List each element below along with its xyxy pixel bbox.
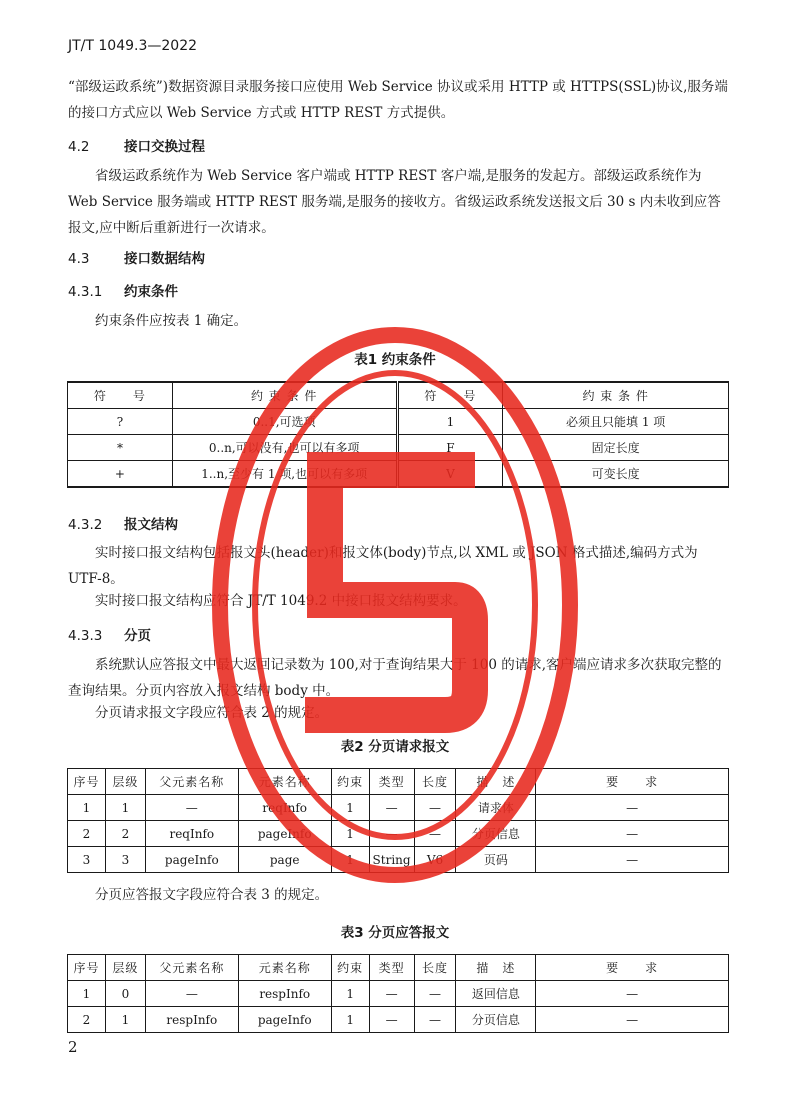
table-header-cell: 序号	[68, 955, 106, 981]
table-cell: 分页信息	[456, 821, 536, 847]
table-cell: reqInfo	[238, 795, 331, 821]
table-cell: —	[536, 821, 729, 847]
table1-caption: 表1 约束条件	[354, 352, 436, 368]
table-cell: —	[536, 795, 729, 821]
section-title: 接口数据结构	[124, 251, 205, 267]
table-cell: 3	[105, 847, 145, 873]
table-cell: 1	[331, 847, 369, 873]
table-cell: 1	[397, 409, 503, 435]
table-cell: —	[369, 1007, 414, 1033]
table-cell: —	[414, 1007, 456, 1033]
table-header-row	[68, 382, 729, 409]
table-cell: 1	[331, 821, 369, 847]
paragraph-table3-ref: 分页应答报文字段应符合表 3 的规定。	[95, 887, 329, 903]
table-row	[68, 409, 729, 435]
table-cell: 2	[105, 821, 145, 847]
table-cell: —	[369, 981, 414, 1007]
table-cell: 固定长度	[503, 435, 729, 461]
section-title: 报文结构	[124, 517, 178, 533]
table-cell: pageInfo	[238, 821, 331, 847]
table-cell: page	[238, 847, 331, 873]
table-header-cell: 描 述	[456, 769, 536, 795]
table-row	[68, 435, 729, 461]
table-cell: F	[397, 435, 503, 461]
table-cell: —	[369, 821, 414, 847]
table-header-row	[68, 769, 729, 795]
section-number: 4.3.3	[68, 628, 103, 644]
table-cell: pageInfo	[145, 847, 238, 873]
table-header-cell: 类型	[369, 769, 414, 795]
table-header-cell: 描 述	[456, 955, 536, 981]
table-row	[68, 1007, 729, 1033]
table-cell: pageInfo	[238, 1007, 331, 1033]
table-header-cell: 要 求	[536, 769, 729, 795]
paging-request-table	[67, 768, 729, 873]
table-cell: —	[414, 821, 456, 847]
table-row	[68, 821, 729, 847]
table-header-cell: 约束	[331, 769, 369, 795]
section-number: 4.3.1	[68, 284, 103, 300]
table-header-cell: 长度	[414, 769, 456, 795]
section-title: 接口交换过程	[124, 139, 205, 155]
table-row	[68, 795, 729, 821]
table-cell: +	[68, 461, 173, 488]
table-cell: 2	[68, 821, 106, 847]
table-row	[68, 461, 729, 488]
table-header-cell: 父元素名称	[145, 769, 238, 795]
table-cell: —	[145, 795, 238, 821]
table-cell: 返回信息	[456, 981, 536, 1007]
table-cell: 请求体	[456, 795, 536, 821]
table-cell: 1	[105, 1007, 145, 1033]
table-cell: —	[414, 795, 456, 821]
table-cell: 1	[331, 981, 369, 1007]
table-header-cell: 约束	[331, 955, 369, 981]
table-header-cell: 层级	[105, 769, 145, 795]
table-cell: String	[369, 847, 414, 873]
table-cell: 0	[105, 981, 145, 1007]
table-cell: V	[397, 461, 503, 488]
table-cell: *	[68, 435, 173, 461]
table-cell: 3	[68, 847, 106, 873]
paragraph-message-structure: 实时接口报文结构包括报文头(header)和报文体(body)节点,以 XML 或 JSON 格式描述,编码方式为 UTF-8。	[68, 545, 698, 587]
table-header-cell: 符 号	[68, 382, 173, 409]
table-row	[68, 981, 729, 1007]
section-number: 4.3.2	[68, 517, 103, 533]
table-header-cell: 符 号	[397, 382, 503, 409]
section-heading-4-2	[68, 135, 205, 155]
table-header-cell: 类型	[369, 955, 414, 981]
table-cell: V6	[414, 847, 456, 873]
table-cell: 1	[105, 795, 145, 821]
table-cell: 2	[68, 1007, 106, 1033]
section-heading-4-3-2	[68, 513, 178, 533]
table2-caption: 表2 分页请求报文	[340, 739, 450, 755]
section-heading-4-3	[68, 247, 205, 267]
table-header-cell: 元素名称	[238, 955, 331, 981]
table-header-cell: 层级	[105, 955, 145, 981]
table-header-cell: 要 求	[536, 955, 729, 981]
table-cell: —	[369, 795, 414, 821]
table-cell: —	[414, 981, 456, 1007]
section-number: 4.2	[68, 139, 90, 155]
table-cell: —	[145, 981, 238, 1007]
constraint-table	[67, 381, 729, 488]
paragraph-constraint-ref: 约束条件应按表 1 确定。	[95, 313, 248, 329]
table-cell: 1	[331, 1007, 369, 1033]
table-cell: 必须且只能填 1 项	[503, 409, 729, 435]
paragraph-table2-ref: 分页请求报文字段应符合表 2 的规定。	[95, 705, 329, 721]
table-cell: 页码	[456, 847, 536, 873]
table-header-cell: 约 束 条 件	[172, 382, 397, 409]
table-row	[68, 847, 729, 873]
table-cell: 可变长度	[503, 461, 729, 488]
paging-response-table	[67, 954, 729, 1033]
section-heading-4-3-3	[68, 624, 151, 644]
table-cell: 1	[331, 795, 369, 821]
paragraph-paging: 系统默认应答报文中最大返回记录数为 100,对于查询结果大于 100 的请求,客户端应请求多次获取完整的查询结果。分页内容放入报文结构 body 中。	[68, 657, 722, 699]
paragraph-exchange: 省级运政系统作为 Web Service 客户端或 HTTP REST 客户端,是服务的发起方。部级运政系统作为 Web Service 服务端或 HTTP REST 服务端,是服务的接收方。省级运政系统发送报文后 30 s 内未收到应答报文,应中断后重新进行一次请求。	[68, 168, 721, 236]
table-cell: reqInfo	[145, 821, 238, 847]
paragraph-protocol: “部级运政系统”)数据资源目录服务接口应使用 Web Service 协议或采用 HTTP 或 HTTPS(SSL)协议,服务端的接口方式应以 Web Service 方式或 HTTP REST 方式提供。	[68, 79, 728, 121]
document-header: JT/T 1049.3—2022	[68, 38, 198, 54]
table-cell: respInfo	[145, 1007, 238, 1033]
table-cell: ?	[68, 409, 173, 435]
table-cell: —	[536, 981, 729, 1007]
table-header-cell: 序号	[68, 769, 106, 795]
table3-caption: 表3 分页应答报文	[340, 925, 450, 941]
table-header-cell: 长度	[414, 955, 456, 981]
table-cell: —	[536, 847, 729, 873]
table-header-row	[68, 955, 729, 981]
table-header-cell: 约 束 条 件	[503, 382, 729, 409]
section-title: 约束条件	[124, 284, 178, 300]
table-cell: 1	[68, 795, 106, 821]
table-header-cell: 父元素名称	[145, 955, 238, 981]
table-cell: 1..n,至少有 1 项,也可以有多项	[172, 461, 397, 488]
table-cell: 分页信息	[456, 1007, 536, 1033]
table-cell: respInfo	[238, 981, 331, 1007]
section-heading-4-3-1	[68, 280, 178, 300]
table-header-cell: 元素名称	[238, 769, 331, 795]
table-cell: 0..n,可以没有,也可以有多项	[172, 435, 397, 461]
section-number: 4.3	[68, 251, 90, 267]
page-number: 2	[68, 1038, 78, 1056]
table-cell: 0..1,可选项	[172, 409, 397, 435]
section-title: 分页	[124, 628, 151, 644]
table-cell: —	[536, 1007, 729, 1033]
paragraph-structure-ref: 实时接口报文结构应符合 JT/T 1049.2 中接口报文结构要求。	[95, 593, 467, 609]
table-cell: 1	[68, 981, 106, 1007]
